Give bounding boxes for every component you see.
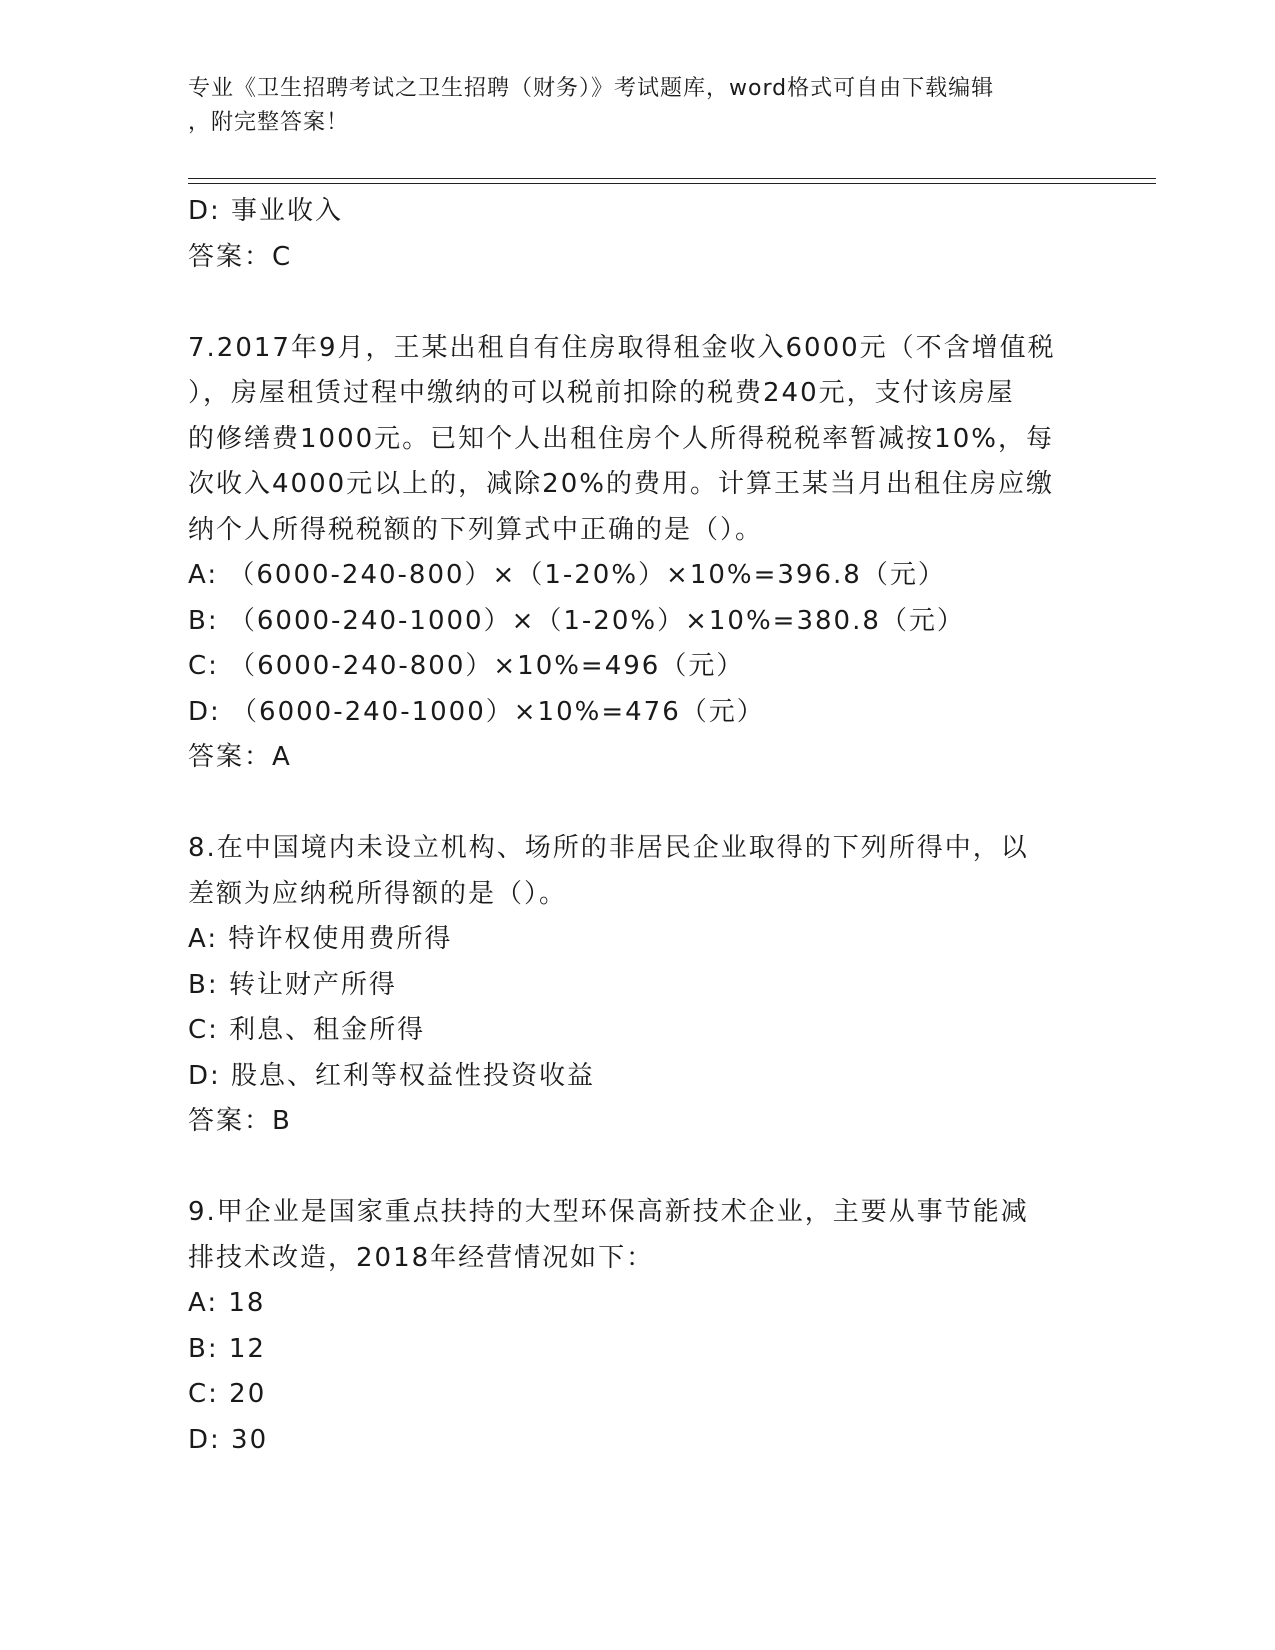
question-stem-line: 差额为应纳税所得额的是（）。 (188, 878, 568, 909)
option-a: A: （6000-240-800）×（1-20%）×10%=396.8（元） (188, 560, 946, 590)
header-rule-top (188, 178, 1156, 179)
option-a: A: 18 (188, 1288, 266, 1318)
document-header (188, 72, 1068, 140)
question-stem-line: 的修缮费1000元。已知个人出租住房个人所得税税率暂减按10%，每 (188, 423, 1054, 454)
option-d: D: 事业收入 (188, 196, 344, 226)
question-stem-line: 排技术改造，2018年经营情况如下： (188, 1242, 655, 1273)
option-b: B: 转让财产所得 (188, 969, 397, 1000)
spacer (188, 1145, 1088, 1191)
header-line-2: ，附完整答案！ (188, 110, 350, 135)
question-stem-line: 9.甲企业是国家重点扶持的大型环保高新技术企业，主要从事节能减 (188, 1197, 1029, 1227)
question-7 (188, 326, 1088, 781)
spacer (188, 781, 1088, 827)
answer-line: 答案：A (188, 742, 292, 772)
option-c: C: （6000-240-800）×10%=496（元） (188, 651, 745, 681)
previous-question-tail (188, 189, 1088, 280)
option-a: A: 特许权使用费所得 (188, 924, 453, 954)
option-c: C: 20 (188, 1379, 267, 1409)
question-stem-line: 7.2017年9月，王某出租自有住房取得租金收入6000元（不含增值税 (188, 332, 1056, 363)
option-c: C: 利息、租金所得 (188, 1015, 426, 1045)
answer-line: 答案：B (188, 1106, 292, 1136)
option-d: D: （6000-240-1000）×10%=476（元） (188, 696, 765, 727)
spacer (188, 280, 1088, 326)
header-rule-bottom (188, 183, 1156, 184)
answer-line: 答案：C (188, 241, 293, 272)
option-b: B: （6000-240-1000）×（1-20%）×10%=380.8（元） (188, 605, 965, 636)
question-stem-line: 8.在中国境内未设立机构、场所的非居民企业取得的下列所得中，以 (188, 833, 1029, 863)
question-stem-line: 纳个人所得税税额的下列算式中正确的是（）。 (188, 514, 764, 545)
question-8 (188, 826, 1088, 1145)
option-b: B: 12 (188, 1333, 266, 1364)
option-d: D: 30 (188, 1424, 269, 1455)
header-line-1: 专业《卫生招聘考试之卫生招聘（财务）》考试题库，word格式可自由下载编辑 (188, 76, 995, 101)
question-stem-line: 次收入4000元以上的，减除20%的费用。计算王某当月出租住房应缴 (188, 469, 1054, 499)
question-stem-line: ），房屋租赁过程中缴纳的可以税前扣除的税费240元，支付该房屋 (188, 378, 1015, 408)
question-9 (188, 1190, 1088, 1463)
option-d: D: 股息、红利等权益性投资收益 (188, 1060, 596, 1091)
document-body (188, 189, 1088, 1463)
